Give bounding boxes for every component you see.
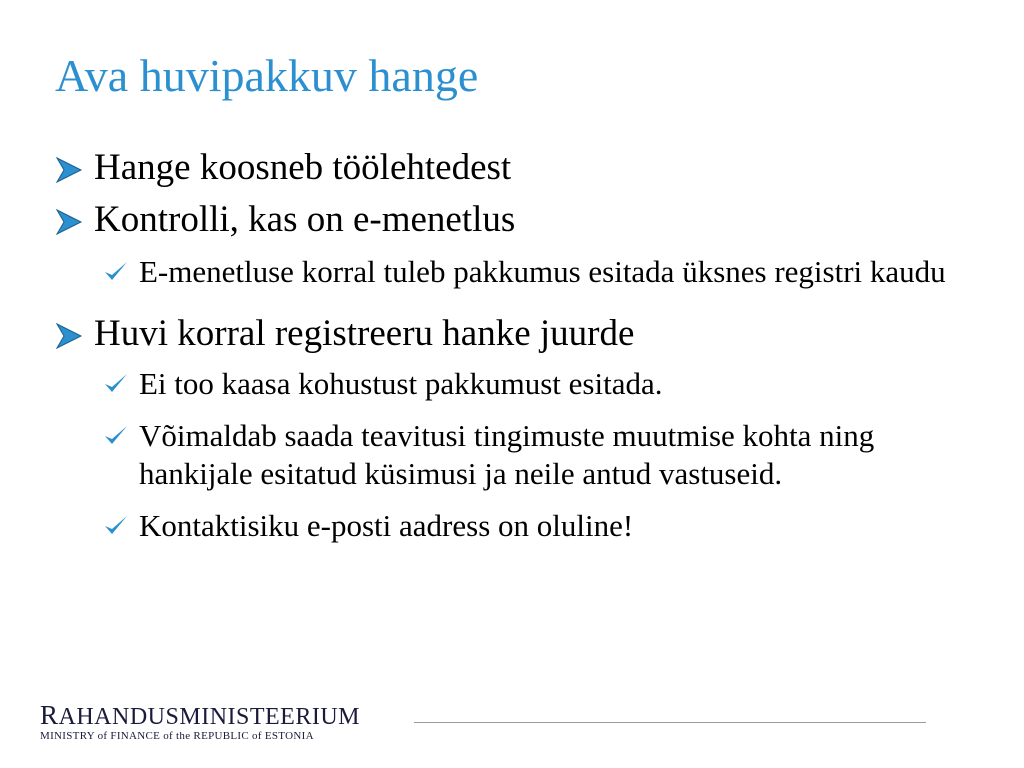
sub-bullet-item (103, 417, 955, 493)
checkmark-icon (103, 513, 129, 537)
bullet-item (55, 145, 955, 191)
sub-bullet-item (103, 365, 955, 403)
bullet-text: Huvi korral registreeru hanke juurde (94, 313, 635, 354)
sub-bullet-text: E-menetluse korral tuleb pakkumus esitada üksnes registri kaudu (139, 254, 946, 289)
ministry-logo (40, 702, 360, 743)
bullet-text: Hange koosneb töölehtedest (94, 147, 512, 188)
arrow-bullet-icon (55, 209, 83, 235)
bullet-text: Kontrolli, kas on e-menetlus (94, 199, 516, 240)
footer-divider (414, 722, 926, 723)
sub-bullet-item (103, 507, 955, 545)
logo-name-rest: AHANDUSMINISTEERIUM (58, 704, 361, 730)
bullet-list (55, 145, 955, 545)
bullet-item (55, 197, 955, 243)
checkmark-icon (103, 423, 129, 447)
checkmark-icon (103, 371, 129, 395)
logo-initial: R (40, 700, 59, 730)
arrow-bullet-icon (55, 157, 83, 183)
sub-bullet-text: Kontaktisiku e-posti aadress on oluline! (139, 508, 634, 543)
arrow-bullet-icon (55, 323, 83, 349)
logo-subtitle: MINISTRY of FINANCE of the REPUBLIC of ESTONIA (40, 730, 314, 742)
bullet-item (55, 311, 955, 357)
checkmark-icon (103, 259, 129, 283)
logo-wordmark (40, 702, 360, 730)
sub-bullet-text: Võimaldab saada teavitusi tingimuste muutmise kohta ning hankijale esitatud küsimusi ja neile antud vastuseid. (139, 418, 875, 491)
sub-bullet-text: Ei too kaasa kohustust pakkumust esitada. (139, 366, 663, 401)
slide-title: Ava huvipakkuv hange (55, 50, 479, 101)
sub-bullet-item (103, 253, 955, 291)
